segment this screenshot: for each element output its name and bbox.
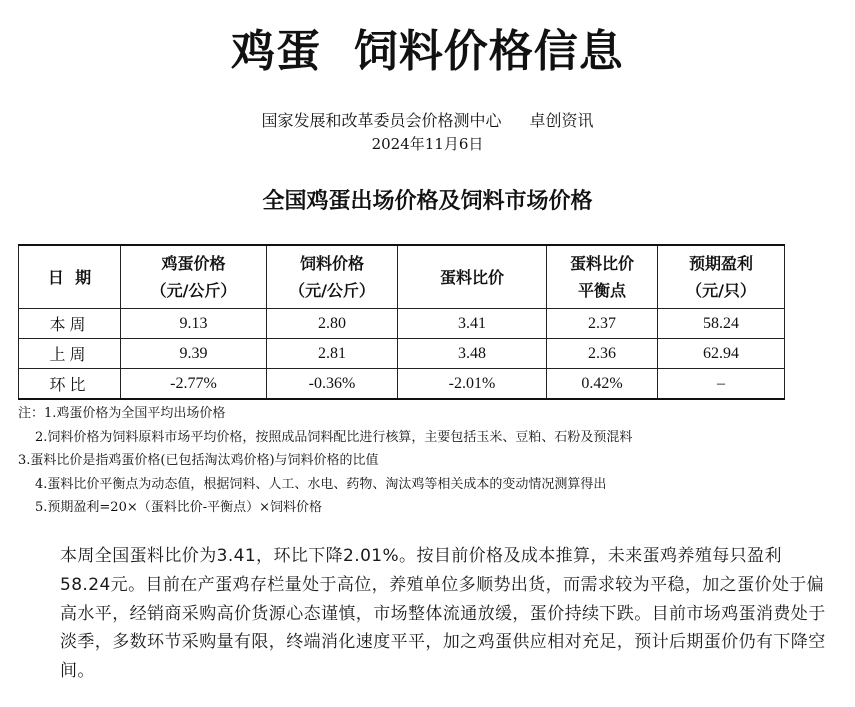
table-row [19, 309, 785, 339]
summary-paragraph: 本周全国蛋料比价为3.41，环比下降2.01%。按目前价格及成本推算，未来蛋鸡养殖每只盈利58.24元。目前在产蛋鸡存栏量处于高位，养殖单位多顺势出货，而需求较为平稳，加之蛋价处于偏高水平，经销商采购高价货源心态谨慎，市场整体流通放缓，蛋价持续下跌。目前市场鸡蛋消费处于淡季，多数环节采购量有限，终端消化速度平平，加之鸡蛋供应相对充足，预计后期蛋价仍有下降空间。 [60, 546, 826, 682]
table-header-row [19, 245, 785, 309]
table-title: 全国鸡蛋出场价格及饲料市场价格 [262, 188, 593, 214]
source-org: 国家发展和改革委员会价格测中心 [261, 111, 502, 130]
col-header-date: 日 期 [19, 245, 121, 309]
cell-egg-price: 9.39 [121, 339, 267, 369]
col-header-expected-profit: 预期盈利 （元/只） [658, 245, 785, 309]
col-header-feed-price: 饲料价格 （元/公斤） [267, 245, 398, 309]
source-partner: 卓创资讯 [529, 111, 594, 130]
cell-ratio: -2.01% [398, 369, 547, 400]
note-item: 5.预期盈利=20×（蛋料比价-平衡点）×饲料价格 [35, 500, 323, 515]
col-header-egg-feed-ratio: 蛋料比价 [398, 245, 547, 309]
note-item: 2.饲料价格为饲料原料市场平均价格，按照成品饲料配比进行核算，主要包括玉米、豆粕、石粉及预混料 [35, 429, 633, 445]
col-header-egg-price: 鸡蛋价格 （元/公斤） [121, 245, 267, 309]
note-item: 4.蛋料比价平衡点为动态值，根据饲料、人工、水电、药物、淘汰鸡等相关成本的变动情况测算得出 [35, 476, 607, 492]
cell-profit: 62.94 [658, 339, 785, 369]
table-row [19, 339, 785, 369]
cell-breakeven: 2.36 [547, 339, 658, 369]
cell-ratio: 3.41 [398, 309, 547, 339]
cell-feed-price: -0.36% [267, 369, 398, 400]
note-item: 注：1.鸡蛋价格为全国平均出场价格 [18, 406, 226, 421]
report-date: 2024年11月6日 [371, 135, 484, 153]
row-label: 本周 [19, 309, 121, 339]
cell-feed-price: 2.80 [267, 309, 398, 339]
table-row [19, 369, 785, 400]
cell-breakeven: 0.42% [547, 369, 658, 400]
col-header-ratio-breakeven: 蛋料比价 平衡点 [547, 245, 658, 309]
cell-profit: 58.24 [658, 309, 785, 339]
note-item: 3.蛋料比价是指鸡蛋价格(已包括淘汰鸡价格)与饲料价格的比值 [18, 453, 379, 468]
cell-egg-price: 9.13 [121, 309, 267, 339]
cell-feed-price: 2.81 [267, 339, 398, 369]
cell-breakeven: 2.37 [547, 309, 658, 339]
price-table [18, 244, 785, 400]
cell-profit: – [658, 369, 785, 400]
table-notes [18, 402, 632, 520]
row-label: 环比 [19, 369, 121, 400]
cell-egg-price: -2.77% [121, 369, 267, 400]
page-title: 鸡蛋 饲料价格信息 [231, 26, 624, 77]
source-line [0, 110, 855, 132]
row-label: 上周 [19, 339, 121, 369]
cell-ratio: 3.48 [398, 339, 547, 369]
